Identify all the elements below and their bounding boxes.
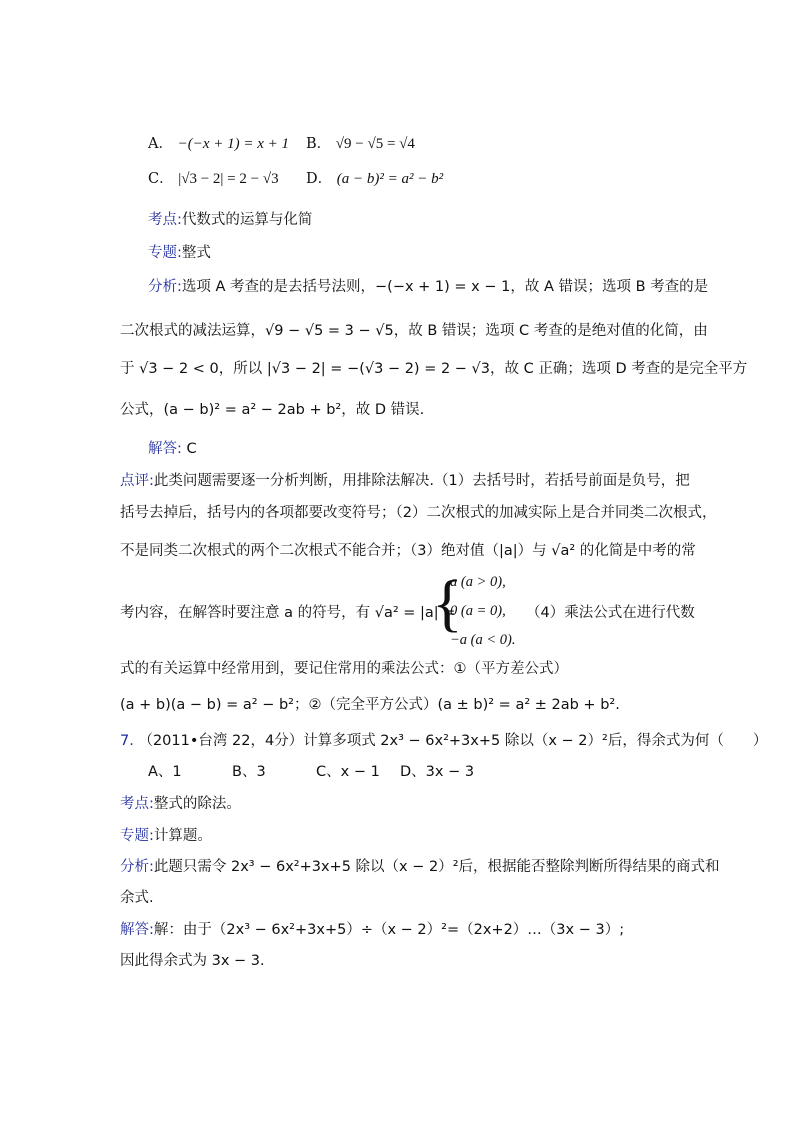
q6-fenxi-line-4: 公式，(a − b)² = a² − 2ab + b²，故 D 错误.: [120, 402, 425, 418]
q6-dianping-line-5: 式的有关运算中经常用到，要记住常用的乘法公式：①（平方差公式）: [120, 661, 568, 677]
q6-dianping-line-4b: （4）乘法公式在进行代数: [526, 605, 695, 621]
q7-fenxi-text-1: 此题只需令 2x³ − 6x²+3x+5 除以（x − 2）²后，根据能否整除判断所得结果的商式和: [153, 859, 720, 875]
option-a: [148, 134, 289, 154]
q6-kaodian-text: 代数式的运算与化简: [181, 212, 313, 228]
option-c-label: C．: [148, 171, 174, 187]
case-negative: −a (a < 0).: [450, 632, 516, 648]
option-c-expression: |√3 − 2| = 2 − √3: [178, 171, 279, 187]
q7-option-d: D、3x − 3: [400, 764, 475, 780]
q7-option-b: B、3: [232, 764, 266, 780]
q7-stem-text: （2011•台湾 22，4分）计算多项式 2x³ − 6x²+3x+5 除以（x − 2）²后，得余式为何（ ）: [138, 733, 768, 749]
q6-fenxi-text-1: 选项 A 考查的是去括号法则，−(−x + 1) = x − 1，故 A 错误；选项 B 考查的是: [181, 279, 709, 295]
option-a-expression: −(−x + 1) = x + 1: [177, 136, 290, 152]
q7-kaodian-text: 整式的除法。: [153, 796, 241, 812]
q6-dianping-line-1: [120, 471, 690, 491]
option-b-expression: √9 − √5 = √4: [335, 136, 415, 152]
cases-brace: {: [432, 567, 463, 638]
q7-zhuanti-text: 计算题。: [153, 828, 212, 844]
q6-dianping-line-4a: 考内容，在解答时要注意 a 的符号，有 √a² = |a| =: [120, 605, 456, 621]
case-zero: 0 (a = 0),: [450, 603, 506, 619]
q6-fenxi-line-1: [148, 277, 708, 297]
q7-jieda-text-1: 解：由于（2x³ − 6x²+3x+5）÷（x − 2）²=（2x+2）…（3x − 3）;: [153, 922, 625, 938]
q7-fenxi-line-1: [120, 857, 720, 877]
q6-dianping-line-6: (a + b)(a − b) = a² − b²；②（完全平方公式）(a ± b)² = a² ± 2ab + b².: [120, 697, 620, 713]
q7-jieda-line-1: [120, 920, 624, 940]
option-b: [306, 134, 415, 154]
q6-fenxi-line-3: 于 √3 − 2 < 0，所以 |√3 − 2| = −(√3 − 2) = 2 − √3，故 C 正确；选项 D 考查的是完全平方: [120, 361, 748, 377]
q7-jieda-label: 解答:: [120, 922, 154, 938]
q7-jieda-line-2: 因此得余式为 3x − 3.: [120, 953, 265, 969]
q6-dianping-text-1: 此类问题需要逐一分析判断，用排除法解决.（1）去括号时，若括号前面是负号，把: [153, 473, 690, 489]
q6-dianping-line-3: 不是同类二次根式的两个二次根式不能合并；（3）绝对值（|a|）与 √a² 的化简是中考的常: [120, 543, 696, 559]
q7-option-a: A、1: [148, 764, 182, 780]
case-positive: a (a > 0),: [450, 574, 506, 590]
q6-zhuanti-label: 专题:: [148, 245, 182, 261]
q6-dianping-label: 点评:: [120, 473, 154, 489]
q6-fenxi-label: 分析:: [148, 279, 182, 295]
option-d-expression: (a − b)² = a² − b²: [336, 171, 444, 187]
q6-dianping-line-2: 括号去掉后，括号内的各项都要改变符号；（2）二次根式的加减实际上是合并同类二次根式，: [120, 505, 717, 521]
q7-option-c: C、x − 1: [316, 764, 380, 780]
q6-fenxi-line-2: 二次根式的减法运算，√9 − √5 = 3 − √5，故 B 错误；选项 C 考查的是绝对值的化简，由: [120, 323, 708, 339]
q7-kaodian: [120, 794, 241, 814]
q7-zhuanti: [120, 826, 212, 846]
option-c: [148, 169, 279, 189]
q7-fenxi-line-2: 余式.: [120, 890, 154, 906]
q7-stem: [120, 731, 767, 751]
q6-jieda-text: C: [186, 441, 197, 457]
option-d: [306, 169, 443, 189]
q7-number: 7.: [120, 733, 134, 749]
q6-jieda: [148, 439, 197, 459]
q6-jieda-label: 解答:: [148, 441, 182, 457]
q6-zhuanti: [148, 243, 211, 263]
option-d-label: D．: [306, 171, 333, 187]
option-a-label: A．: [148, 136, 173, 152]
q6-zhuanti-text: 整式: [181, 245, 211, 261]
q7-kaodian-label: 考点:: [120, 796, 154, 812]
q6-kaodian: [148, 210, 312, 230]
q6-kaodian-label: 考点:: [148, 212, 182, 228]
option-b-label: B．: [306, 136, 332, 152]
q7-zhuanti-label: 专题:: [120, 828, 154, 844]
q7-fenxi-label: 分析:: [120, 859, 154, 875]
